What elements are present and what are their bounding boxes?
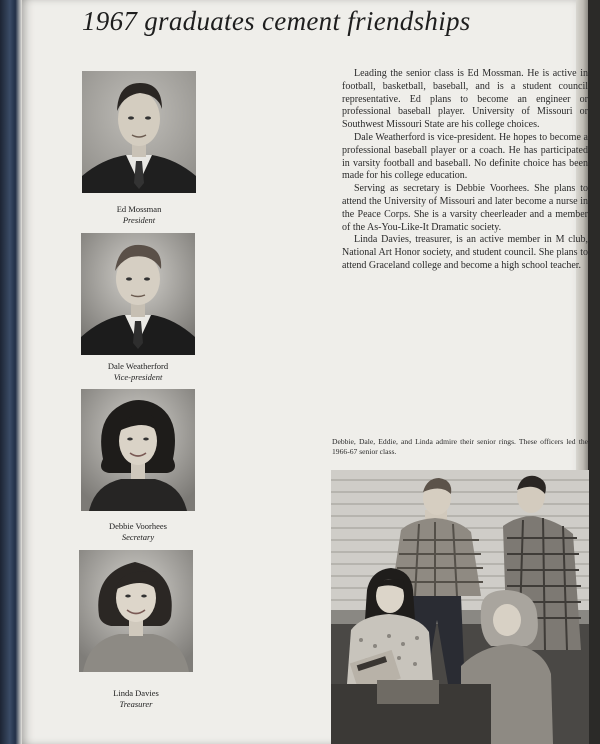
officer-name: Debbie Voorhees — [109, 521, 167, 531]
article-paragraph: Serving as secretary is Debbie Voorhees. She plans to attend the University of Missouri and later become a nurse in the Peace Corps. She is a varsity cheerleader and a member of the As-You-Like-It Dramatic society. — [342, 183, 588, 233]
portrait-treasurer — [79, 550, 193, 672]
caption-vice-president — [81, 361, 195, 383]
page-title: 1967 graduates cement friendships — [82, 6, 471, 36]
officer-role: President — [122, 215, 156, 225]
group-photo — [331, 470, 589, 744]
officer-role: Secretary — [121, 532, 155, 542]
article-body — [342, 68, 588, 273]
officer-name: Dale Weatherford — [107, 361, 169, 371]
article-paragraph: Linda Davies, treasurer, is an active member in M club, National Art Honor society, and student council. She plans to attend Graceland college and become a high school teacher. — [342, 234, 588, 271]
portrait-president — [82, 71, 196, 193]
caption-secretary — [81, 521, 195, 543]
officer-role: Treasurer — [119, 699, 153, 709]
article-paragraph: Dale Weatherford is vice-president. He hopes to become a professional baseball player or a coach. He has participated in varsity football and baseball. No definite choice has been made for his college education. — [342, 131, 588, 182]
portrait-vice-president — [81, 233, 195, 355]
yearbook-page — [22, 0, 588, 744]
officer-name: Linda Davies — [113, 688, 159, 698]
officer-name: Ed Mossman — [116, 204, 162, 214]
article-paragraph: Leading the senior class is Ed Mossman. He is active in football, basketball, baseball, and is a student council representative. Ed plans to become an engineer or professional baseball player. University of Missouri or Southwest Missouri State are his college choices. — [342, 68, 588, 131]
officer-role: Vice-president — [113, 372, 163, 382]
group-photo-caption: Debbie, Dale, Eddie, and Linda admire their senior rings. These officers led the 1966-67 senior class. — [332, 437, 588, 456]
caption-president — [82, 204, 196, 226]
portrait-secretary — [81, 389, 195, 511]
book-spine — [0, 0, 22, 744]
caption-treasurer — [79, 688, 193, 710]
